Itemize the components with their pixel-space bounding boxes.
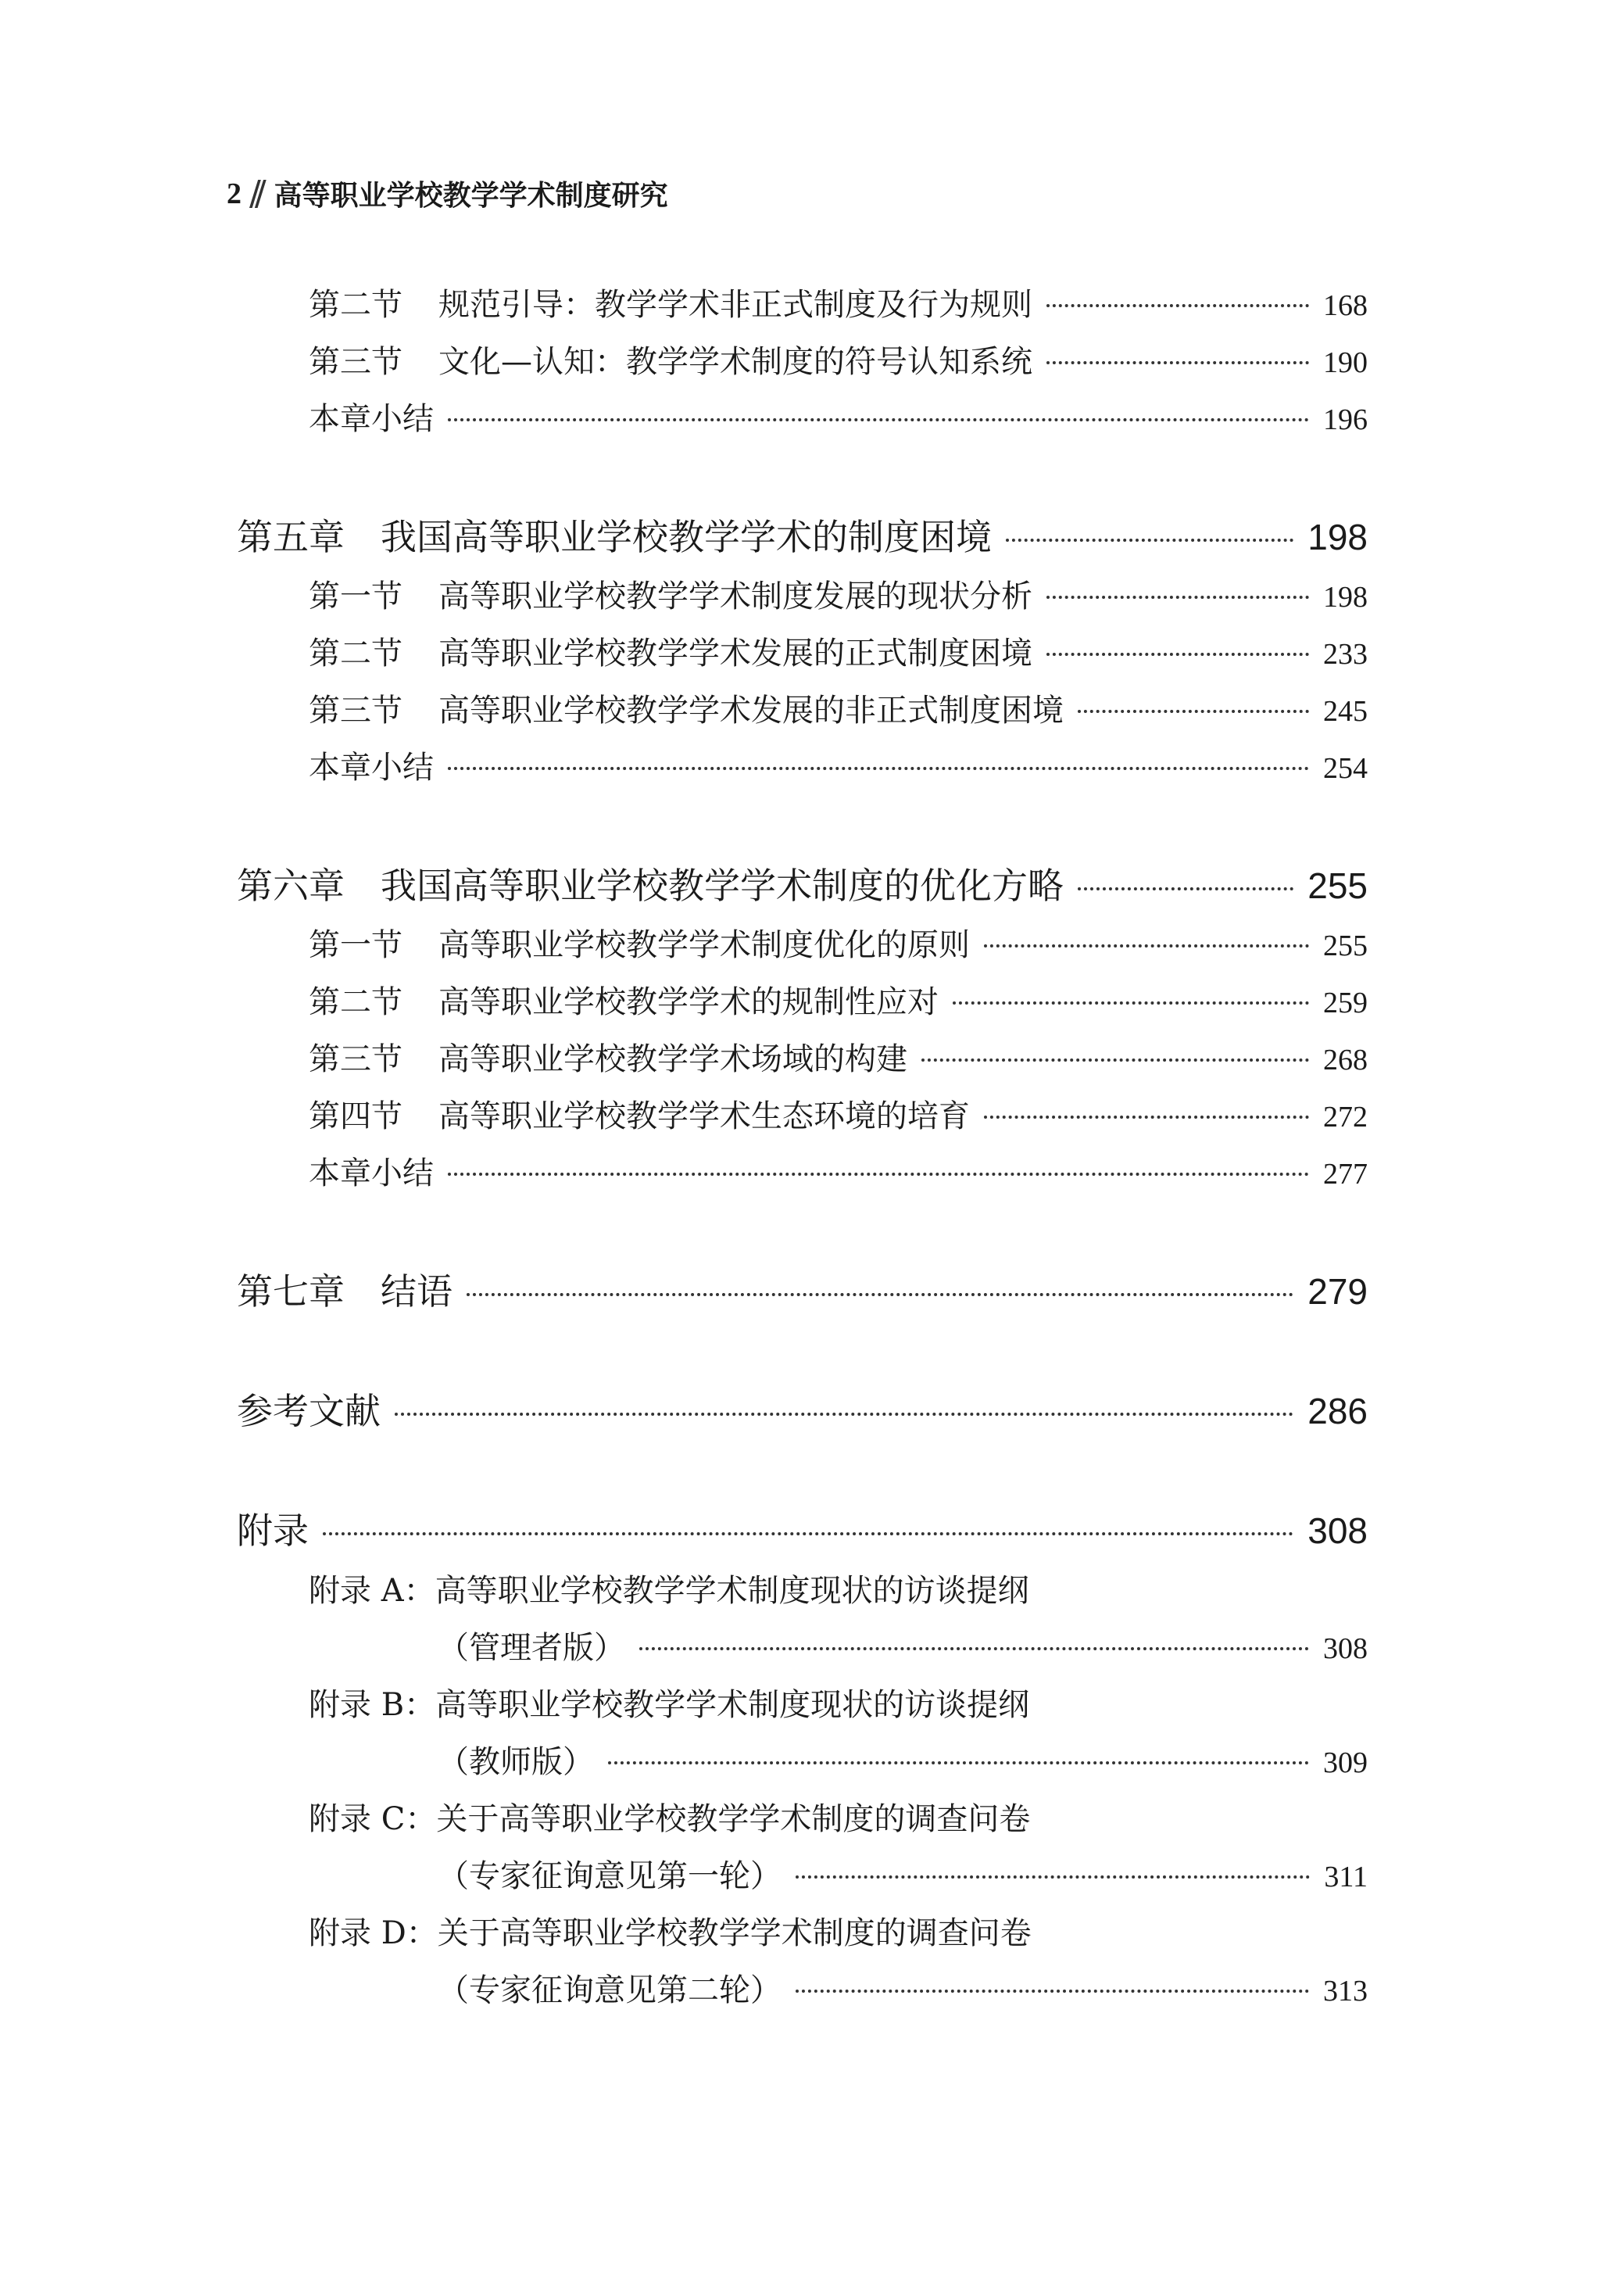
section-page: 272 (1323, 1101, 1368, 1134)
dot-leader (1046, 304, 1309, 307)
appendix-item-page: 313 (1323, 1975, 1368, 2008)
summary-title: 本章小结 (309, 750, 434, 786)
appendix-item-label: 附录 C： (309, 1801, 437, 1837)
appendix-item-d-sub[interactable] (438, 1965, 1368, 2010)
dot-leader (984, 944, 1309, 947)
toc-section-entry[interactable] (309, 686, 1368, 730)
appendix-item-b-sub[interactable] (438, 1737, 1368, 1782)
dot-leader (467, 1293, 1293, 1296)
section-title: 高等职业学校教学学术生态环境的培育 (438, 1098, 970, 1134)
section-title: 高等职业学校教学学术发展的非正式制度困境 (438, 693, 1064, 729)
section-page: 259 (1323, 987, 1368, 1019)
appendix-page: 308 (1307, 1510, 1368, 1551)
appendix-item-title: 高等职业学校教学学术制度现状的访谈提纲 (435, 1573, 1029, 1609)
appendix-item-label: 附录 B： (309, 1687, 436, 1723)
dot-leader (1006, 539, 1293, 542)
section-page: 255 (1323, 930, 1368, 962)
appendix-item-page: 308 (1323, 1632, 1368, 1665)
dot-leader (395, 1413, 1293, 1416)
toc-section-entry[interactable] (309, 1091, 1368, 1136)
dot-leader (796, 1990, 1309, 1993)
appendix-item-label: 附录 D： (309, 1915, 438, 1951)
section-number: 第二节 (309, 287, 402, 323)
chapter-number: 第六章 (237, 865, 345, 907)
section-number: 第三节 (309, 344, 402, 380)
references-page: 286 (1307, 1391, 1368, 1431)
section-title: 高等职业学校教学学术制度优化的原则 (438, 927, 970, 963)
section-number: 第二节 (309, 636, 402, 672)
appendix-item-a[interactable] (309, 1566, 1029, 1610)
chapter-title: 我国高等职业学校教学学术制度的优化方略 (381, 865, 1064, 907)
appendix-item-label: 附录 A： (309, 1573, 435, 1609)
appendix-item-title: 关于高等职业学校教学学术制度的调查问卷 (437, 1915, 1032, 1951)
summary-page: 254 (1323, 752, 1368, 785)
chapter-page: 198 (1307, 517, 1368, 557)
chapter-number: 第七章 (237, 1270, 345, 1313)
toc-section-entry[interactable] (309, 337, 1368, 381)
section-number: 第一节 (309, 578, 402, 614)
section-number: 第三节 (309, 1041, 402, 1077)
dot-leader (639, 1647, 1309, 1650)
section-title: 高等职业学校教学学术的规制性应对 (438, 984, 939, 1020)
appendix-item-sub: （教师版） (438, 1744, 594, 1780)
appendix-item-b[interactable] (309, 1680, 1029, 1725)
section-page: 245 (1323, 695, 1368, 728)
section-page: 168 (1323, 289, 1368, 322)
dot-leader (1078, 887, 1293, 890)
section-page: 198 (1323, 581, 1368, 614)
dot-leader (1078, 710, 1309, 713)
section-title: 文化—认知：教学学术制度的符号认知系统 (438, 344, 1032, 380)
section-page: 268 (1323, 1044, 1368, 1076)
dot-leader (1046, 361, 1309, 364)
header-page-number: 2 (227, 177, 241, 210)
dot-leader (796, 1875, 1310, 1879)
section-page: 233 (1323, 638, 1368, 671)
appendix-item-d[interactable] (309, 1908, 1032, 1953)
appendix-item-sub: （管理者版） (438, 1630, 625, 1666)
toc-references-entry[interactable] (237, 1383, 1368, 1435)
toc-summary-entry[interactable] (309, 1148, 1368, 1193)
appendix-item-sub: （专家征询意见第二轮） (438, 1972, 782, 2008)
toc-appendix-entry[interactable] (237, 1503, 1368, 1554)
toc-chapter-entry-6[interactable] (237, 858, 1368, 909)
summary-title: 本章小结 (309, 401, 434, 437)
dot-leader (1046, 653, 1309, 656)
references-title: 参考文献 (237, 1390, 381, 1432)
section-number: 第二节 (309, 984, 402, 1020)
dot-leader (608, 1761, 1309, 1764)
appendix-item-title: 关于高等职业学校教学学术制度的调查问卷 (436, 1801, 1031, 1837)
chapter-title: 我国高等职业学校教学学术的制度困境 (381, 516, 992, 558)
dot-leader (448, 767, 1309, 770)
appendix-item-sub: （专家征询意见第一轮） (438, 1858, 782, 1894)
section-title: 高等职业学校教学学术制度发展的现状分析 (438, 578, 1032, 614)
section-number: 第四节 (309, 1098, 402, 1134)
summary-title: 本章小结 (309, 1155, 434, 1191)
summary-page: 196 (1323, 403, 1368, 436)
toc-section-entry[interactable] (309, 571, 1368, 616)
chapter-page: 255 (1307, 865, 1368, 906)
section-title: 高等职业学校教学学术发展的正式制度困境 (438, 636, 1032, 672)
section-title: 高等职业学校教学学术场域的构建 (438, 1041, 907, 1077)
dot-leader (323, 1532, 1293, 1535)
toc-section-entry[interactable] (309, 920, 1368, 965)
section-number: 第三节 (309, 693, 402, 729)
dot-leader (953, 1001, 1309, 1005)
dot-leader (448, 418, 1309, 421)
header-book-title: 高等职业学校教学学术制度研究 (274, 179, 668, 212)
toc-summary-entry[interactable] (309, 743, 1368, 787)
header-separator: // (249, 174, 260, 213)
toc-section-entry[interactable] (309, 977, 1368, 1022)
dot-leader (984, 1116, 1309, 1119)
chapter-title: 结语 (381, 1270, 453, 1313)
section-title: 规范引导：教学学术非正式制度及行为规则 (438, 287, 1032, 323)
appendix-item-a-sub[interactable] (438, 1623, 1368, 1667)
summary-page: 277 (1323, 1158, 1368, 1191)
dot-leader (921, 1058, 1309, 1062)
appendix-title: 附录 (237, 1510, 309, 1552)
chapter-number: 第五章 (237, 516, 345, 558)
chapter-page: 279 (1307, 1271, 1368, 1312)
appendix-item-c[interactable] (309, 1794, 1030, 1839)
toc-chapter-entry-5[interactable] (237, 509, 1368, 561)
section-page: 190 (1323, 346, 1368, 379)
dot-leader (448, 1173, 1309, 1176)
toc-chapter-entry-7[interactable] (237, 1263, 1368, 1315)
toc-section-entry[interactable] (309, 629, 1368, 673)
appendix-item-page: 311 (1324, 1861, 1368, 1893)
toc-summary-entry[interactable] (309, 394, 1368, 439)
appendix-item-c-sub[interactable] (438, 1851, 1368, 1896)
appendix-item-page: 309 (1323, 1746, 1368, 1779)
toc-section-entry[interactable] (309, 280, 1368, 324)
section-number: 第一节 (309, 927, 402, 963)
dot-leader (1046, 596, 1309, 599)
appendix-item-title: 高等职业学校教学学术制度现状的访谈提纲 (435, 1687, 1030, 1723)
toc-section-entry[interactable] (309, 1034, 1368, 1079)
